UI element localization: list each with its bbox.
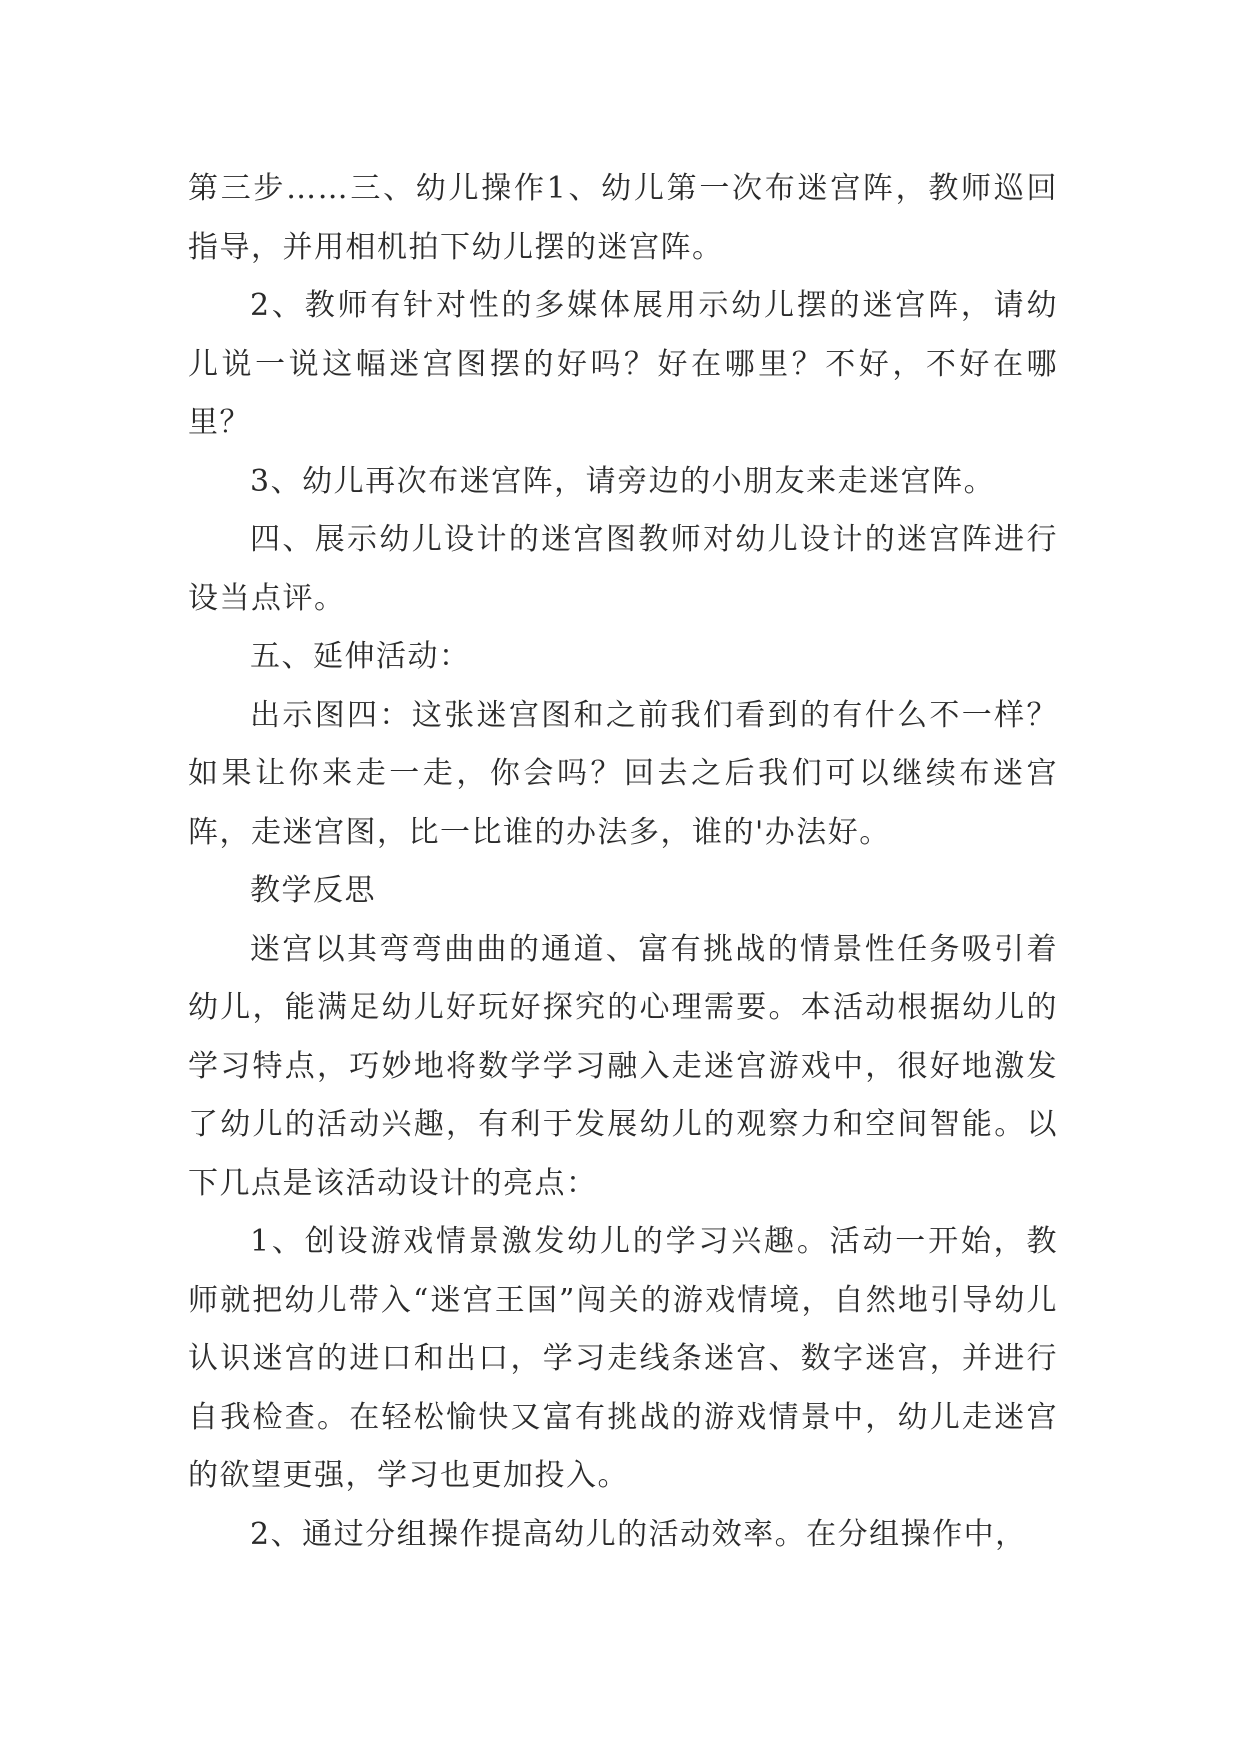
paragraph-item-3: 3、幼儿再次布迷宫阵，请旁边的小朋友来走迷宫阵。 <box>250 463 996 499</box>
heading-teaching-reflection: 教学反思 <box>250 873 376 908</box>
paragraph-step-three: 第三步……三、幼儿操作1、幼儿第一次布迷宫阵，教师巡回指导，并用相机拍下幼儿摆的迷宫阵。 <box>188 171 1058 265</box>
paragraph-reflection-intro: 迷宫以其弯弯曲曲的通道、富有挑战的情景性任务吸引着幼儿，能满足幼儿好玩好探究的心理需要。本活动根据幼儿的学习特点，巧妙地将数学学习融入走迷宫游戏中，很好地激发了幼儿的活动兴趣，有利于发展幼儿的观察力和空间智能。以下几点是该活动设计的亮点： <box>188 931 1058 1201</box>
paragraph-highlight-2: 2、通过分组操作提高幼儿的活动效率。在分组操作中， <box>250 1516 1027 1552</box>
paragraph-highlight-1: 1、创设游戏情景激发幼儿的学习兴趣。活动一开始，教师就把幼儿带入“迷宫王国”闯关的游戏情境，自然地引导幼儿认识迷宫的进口和出口，学习走线条迷宫、数字迷宫，并进行自我检查。在轻松愉快又富有挑战的游戏情景中，幼儿走迷宫的欲望更强，学习也更加投入。 <box>188 1224 1058 1493</box>
paragraph-item-2: 2、教师有针对性的多媒体展用示幼儿摆的迷宫阵，请幼儿说一说这幅迷宫图摆的好吗？好在哪里？不好，不好在哪里？ <box>188 288 1058 440</box>
paragraph-extension: 出示图四：这张迷宫图和之前我们看到的有什么不一样？如果让你来走一走，你会吗？回去之后我们可以继续布迷宫阵，走迷宫图，比一比谁的办法多，谁的'办法好。 <box>188 697 1058 850</box>
paragraph-section-five: 五、延伸活动： <box>250 639 471 674</box>
paragraph-section-four: 四、展示幼儿设计的迷宫图教师对幼儿设计的迷宫阵进行设当点评。 <box>188 522 1058 616</box>
document-body <box>188 160 1058 1564</box>
